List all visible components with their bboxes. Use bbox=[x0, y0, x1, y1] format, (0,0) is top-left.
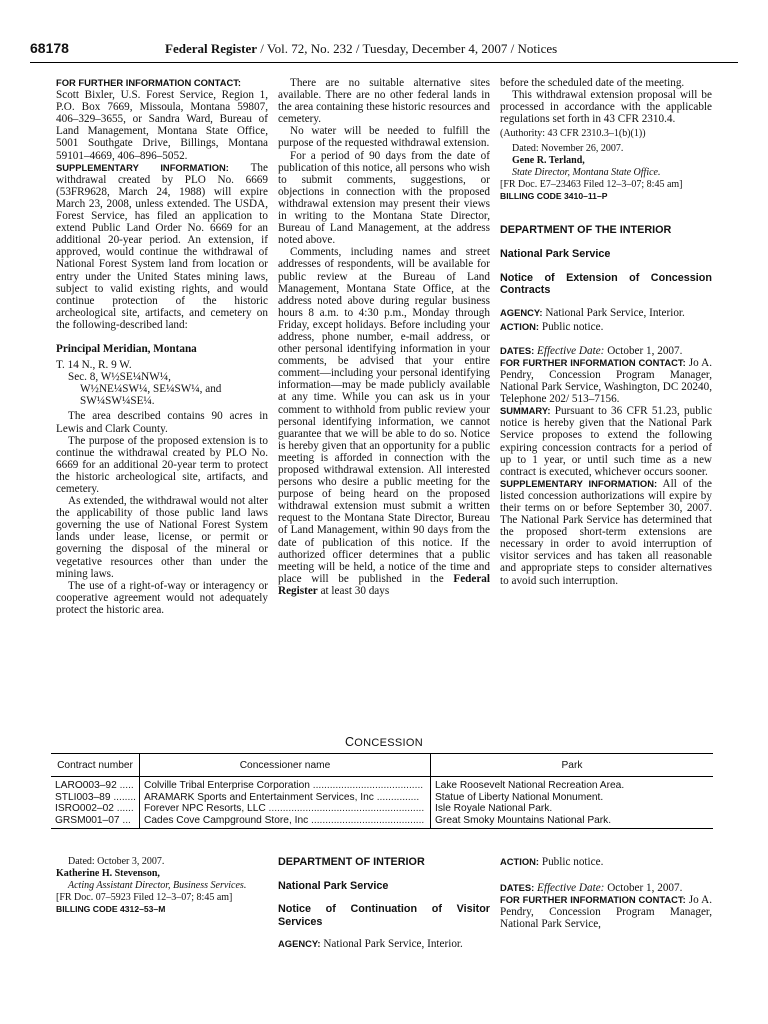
bottom-action-label: ACTION: bbox=[500, 856, 540, 867]
water-paragraph: No water will be needed to fulfill the purpose of the requested withdrawal extension. bbox=[278, 125, 490, 150]
supplementary-label-2: SUPPLEMENTARY INFORMATION: bbox=[500, 477, 658, 489]
leader-dots: ... bbox=[119, 814, 131, 826]
bottom-dates-line bbox=[500, 882, 712, 894]
supplementary-text-2: All of the listed concession authorizations will expire by their terms on or before September 30, 2007. The National Park Service has determined that the proposed short-term extensions are necessary in order to avoid interruption of visitor services and has taken all reasonable and appropriate steps to consider alternatives to avoid such interruption. bbox=[500, 477, 712, 587]
signer-title: State Director, Montana State Office. bbox=[512, 167, 661, 179]
action-text: Public notice. bbox=[539, 320, 604, 333]
page-number: 68178 bbox=[30, 40, 69, 56]
table-row bbox=[51, 815, 713, 829]
table-row bbox=[51, 803, 713, 815]
action-label: ACTION: bbox=[500, 320, 540, 332]
processed-paragraph: This withdrawal extension proposal will be processed in accordance with the applicable regulations set forth in 43 CFR 2310.4. bbox=[500, 89, 712, 126]
continued-paragraph: before the scheduled date of the meeting. bbox=[500, 77, 685, 89]
township: T. 14 N., R. 9 W. bbox=[56, 359, 132, 372]
concessioner-name: Forever NPC Resorts, LLC bbox=[144, 803, 266, 814]
table-title bbox=[30, 735, 738, 749]
supplementary-paragraph-2 bbox=[500, 478, 712, 587]
concessioner-name: ARAMARK Sports and Entertainment Services, Inc bbox=[144, 791, 374, 803]
concessioner-cell bbox=[140, 803, 431, 815]
dated-line: Dated: November 26, 2007. bbox=[512, 143, 624, 155]
contract-number: LARO003–92 bbox=[55, 780, 117, 791]
agency-label: AGENCY: bbox=[500, 306, 543, 318]
area-paragraph: The area described contains 90 acres in Lewis and Clark County. bbox=[56, 410, 268, 435]
contract-number-cell bbox=[51, 792, 140, 804]
park-cell: Isle Royale National Park. bbox=[435, 803, 553, 814]
leader-dots: ............... bbox=[373, 791, 420, 803]
section-line-1: Sec. 8, W½SE¼NW¼, bbox=[68, 371, 171, 384]
contact-label-2: FOR FURTHER INFORMATION CONTACT: bbox=[500, 356, 686, 368]
dates-line bbox=[500, 345, 712, 357]
bottom-agency-label: AGENCY: bbox=[278, 938, 321, 950]
agency-line bbox=[500, 307, 712, 319]
header-contract-number: Contract number bbox=[51, 754, 140, 777]
bottom-action-line bbox=[500, 856, 712, 868]
summary-text: Pursuant to 36 CFR 51.23, public notice is hereby given that the National Park Service proposes to extend the following expiring concession contracts for a period of up to 1 year, or until such time as a new contract is executed, whichever occurs sooner. bbox=[500, 405, 712, 478]
bottom-agency-line bbox=[278, 938, 490, 950]
contact-text-2: Jo A. Pendry, Concession Program Manager, National Park Service, Washington, DC 20240, Telephone 202/ 513–7156. bbox=[500, 356, 712, 406]
contract-number-cell bbox=[51, 777, 140, 792]
bottom-billing-code: BILLING CODE 4312–53–M bbox=[56, 904, 166, 914]
summary-label: SUMMARY: bbox=[500, 405, 551, 417]
contract-number: STLI003–89 bbox=[55, 791, 111, 803]
bottom-agency-heading: National Park Service bbox=[278, 880, 389, 893]
right-of-way-paragraph: The use of a right-of-way or interagency or cooperative agreement would not adequately protect the historic area. bbox=[56, 579, 268, 616]
concessioner-name: Cades Cove Campground Store, Inc bbox=[144, 814, 309, 826]
supplementary-paragraph bbox=[56, 162, 268, 331]
concessioner-name: Colville Tribal Enterprise Corporation bbox=[144, 780, 310, 791]
contact-label: FOR FURTHER INFORMATION CONTACT: bbox=[56, 77, 242, 88]
section-line-3: SW¼SW¼SE¼. bbox=[80, 395, 155, 408]
alternative-sites-paragraph: There are no suitable alternative sites available. There are no other federal lands in the area containing these historic resources and cemetery. bbox=[278, 77, 490, 126]
purpose-paragraph: The purpose of the proposed extension is to continue the withdrawal created by PLO No. 6669 for an additional 20-year term to protect the historic archeological site, artifacts, and cemetery. bbox=[56, 434, 268, 495]
column-3 bbox=[500, 77, 712, 587]
effective-date-label: Effective Date: bbox=[534, 344, 605, 357]
dates-text: October 1, 2007. bbox=[604, 344, 683, 357]
bottom-department-heading: DEPARTMENT OF INTERIOR bbox=[278, 856, 425, 868]
bottom-dates-text: October 1, 2007. bbox=[604, 882, 683, 895]
action-line bbox=[500, 321, 712, 333]
leader-dots: ..... bbox=[116, 780, 134, 791]
table-header-row bbox=[51, 754, 713, 777]
notice-title: Notice of Extension of Concession Contracts bbox=[500, 271, 712, 297]
contract-number: ISRO002–02 bbox=[55, 803, 114, 814]
comments-paragraph bbox=[278, 246, 490, 597]
header-park: Park bbox=[431, 754, 714, 777]
bottom-dated-line: Dated: October 3, 2007. bbox=[68, 856, 165, 867]
table-title-rest: ONCESSION bbox=[354, 737, 424, 749]
bottom-notice-title: Notice of Continuation of Visitor Services bbox=[278, 903, 490, 928]
page-header bbox=[30, 40, 738, 62]
extended-paragraph: As extended, the withdrawal would not alter the applicability of those public land laws governing the use of National Forest System lands under lease, license, or permit or governing the disposal of the mineral or vegetative resources other than under the mining laws. bbox=[56, 495, 268, 580]
concessioner-cell bbox=[140, 792, 431, 804]
bottom-contact-label: FOR FURTHER INFORMATION CONTACT: bbox=[500, 894, 686, 906]
contract-number: GRSM001–07 bbox=[55, 814, 120, 826]
volume-info: / Vol. 72, No. 232 / Tuesday, December 4, 2007 / Notices bbox=[257, 41, 558, 56]
bottom-dates-label: DATES: bbox=[500, 882, 535, 894]
leader-dots: ........................................ bbox=[308, 814, 425, 826]
bottom-contact-text: Jo A. Pendry, Concession Program Manager, National Park Service, bbox=[500, 894, 712, 931]
fr-doc-line: [FR Doc. E7–23463 Filed 12–3–07; 8:45 am] bbox=[500, 179, 683, 191]
running-head bbox=[165, 41, 557, 57]
signer-name: Gene R. Terland, bbox=[512, 155, 585, 167]
comments-text: Comments, including names and street addresses of respondents, will be available for public review at the Bureau of Land Management, Montana State Office, at the address noted above during regular business hours 8 a.m. to 4:30 p.m., Monday through Friday, except holidays. Before including your address, phone number, e-mail address, or other personal identifying information in your comments, be advised that your entire comment—including your personal identifying information—may be made publicly available at any time. While you can ask us in your comment to withhold from public review your personal identifying information, we cannot guarantee that we will be able to do so. Notice is hereby given that an opportunity for a public meeting is afforded in connection with the proposed withdrawal extension. All interested persons who desire a public meeting for the purpose of being heard on the proposed withdrawal extension must submit a written request to the Montana State Director, Bureau of Land Management, within 90 days from the date of publication of this notice. If the authorized officer determines that a public meeting will be held, a notice of the time and place will be published in the bbox=[278, 246, 490, 585]
contact-paragraph-2 bbox=[500, 357, 712, 405]
department-heading: DEPARTMENT OF THE INTERIOR bbox=[500, 224, 672, 237]
comments-text-end: at least 30 days bbox=[317, 584, 390, 597]
bottom-contact-paragraph bbox=[500, 894, 712, 930]
concession-table bbox=[51, 753, 713, 829]
leader-dots: ...... bbox=[113, 803, 134, 814]
bottom-column-1 bbox=[56, 856, 268, 915]
meridian-heading: Principal Meridian, Montana bbox=[56, 342, 197, 355]
supplementary-text: The withdrawal created by PLO No. 6669 (53FR9628, March 24, 1988) will expire March 23, 2008, unless extended. The USDA, Forest Service, has filed an application to extend Public Land Order No. 6669 for an additional 20-year period. An extension, if approved, would continue the withdrawal of National Forest System land from location or entry under the United States mining laws, subject to valid existing rights, and would continue protection of the historic archeological site, artifacts, and cemetery on the following-described land: bbox=[56, 161, 268, 331]
contact-text: Scott Bixler, U.S. Forest Service, Region 1, P.O. Box 7669, Missoula, Montana 59807, 406–329–3655, or Sandra Ward, Bureau of Land Management, Montana State Office, 5001 Southgate Drive, Billings, Montana 59101–4669, 406–896–5052. bbox=[56, 89, 268, 162]
leader-dots: ....................................... bbox=[309, 780, 424, 791]
bottom-agency-text: National Park Service, Interior. bbox=[320, 938, 463, 951]
bottom-signer-title: Acting Assistant Director, Business Services. bbox=[68, 880, 247, 891]
park-cell: Great Smoky Mountains National Park. bbox=[431, 815, 714, 829]
supplementary-label: SUPPLEMENTARY INFORMATION: bbox=[56, 161, 229, 173]
header-rule bbox=[30, 62, 738, 63]
agency-heading: National Park Service bbox=[500, 248, 611, 261]
summary-paragraph bbox=[500, 405, 712, 478]
authority-line: (Authority: 43 CFR 2310.3–1(b)(1)) bbox=[500, 128, 646, 140]
contact-paragraph bbox=[56, 77, 268, 162]
contract-number-cell bbox=[51, 815, 140, 829]
header-concessioner-name: Concessioner name bbox=[140, 754, 431, 777]
column-2 bbox=[278, 77, 490, 597]
concessioner-cell bbox=[140, 777, 431, 792]
billing-code: BILLING CODE 3410–11–P bbox=[500, 191, 608, 202]
concessioner-cell bbox=[140, 815, 431, 829]
contract-number-cell bbox=[51, 803, 140, 815]
table-title-cap: C bbox=[344, 735, 355, 749]
bottom-signer-name: Katherine H. Stevenson, bbox=[56, 868, 160, 879]
dates-label: DATES: bbox=[500, 344, 535, 356]
leader-dots: ........ bbox=[110, 791, 136, 803]
column-1 bbox=[56, 77, 268, 616]
section-line-2: W½NE¼SW¼, SE¼SW¼, and bbox=[80, 383, 222, 396]
table-row bbox=[51, 792, 713, 804]
journal-name: Federal Register bbox=[165, 41, 258, 56]
bottom-column-3 bbox=[500, 856, 712, 930]
bottom-action-text: Public notice. bbox=[539, 856, 604, 868]
table-row bbox=[51, 777, 713, 792]
bottom-effective-date-label: Effective Date: bbox=[534, 882, 605, 895]
bottom-fr-doc-line: [FR Doc. 07–5923 Filed 12–3–07; 8:45 am] bbox=[56, 892, 233, 903]
agency-text: National Park Service, Interior. bbox=[542, 306, 685, 319]
leader-dots: ....................................................... bbox=[265, 803, 425, 814]
federal-register-ref: Federal Register bbox=[278, 572, 491, 597]
comment-period-paragraph: For a period of 90 days from the date of publication of this notice, all persons who wish to submit comments, suggestions, or objections in connection with the proposed withdrawal extension may present their views in writing to the Montana State Director, Bureau of Land Management, at the address noted above. bbox=[278, 149, 490, 247]
park-cell: Lake Roosevelt National Recreation Area. bbox=[435, 780, 625, 791]
park-cell: Statue of Liberty National Monument. bbox=[435, 791, 604, 803]
bottom-column-2 bbox=[278, 856, 490, 950]
